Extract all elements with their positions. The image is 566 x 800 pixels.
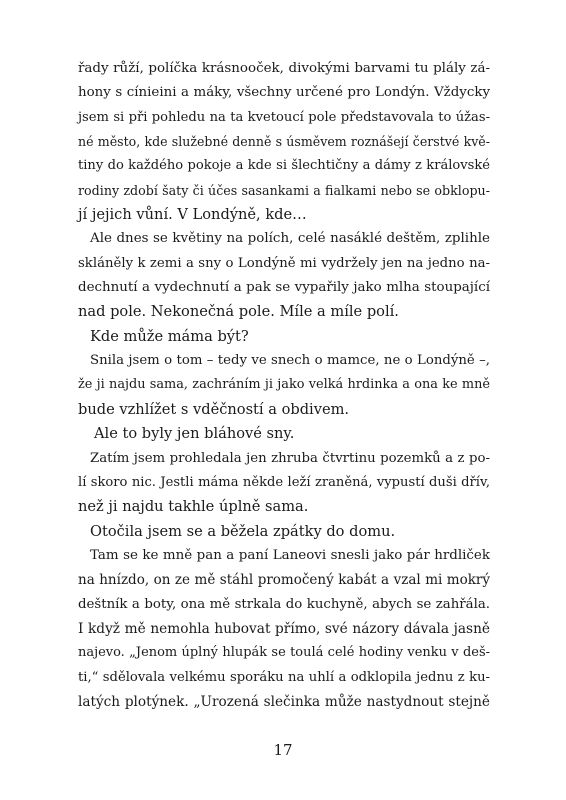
text-line: né město, kde služebné denně s úsměvem roznášejí čerstvé kvě- bbox=[78, 134, 490, 150]
text-line: tiny do každého pokoje a kde si šlechtičny a dámy z královské bbox=[78, 158, 490, 174]
text-line: Snila jsem o tom – tedy ve snech o mamce, ne o Londýně –, bbox=[90, 353, 490, 369]
text-line: najevo. „Jenom úplný hlupák se toulá celé hodiny venku v deš- bbox=[78, 645, 490, 661]
text-line: Ale dnes se květiny na polích, celé nasáklé deštěm, zplihle bbox=[90, 231, 490, 247]
text-line: Otočila jsem se a běžela zpátky do domu. bbox=[90, 522, 396, 540]
text-line: jsem si při pohledu na ta kvetoucí pole představovala to úžas- bbox=[78, 109, 490, 125]
text-line: na hnízdo, on ze mě stáhl promočený kabát a vzal mi mokrý bbox=[78, 572, 490, 589]
text-line: řady růží, políčka krásnooček, divokými barvami tu plály zá- bbox=[78, 61, 490, 76]
page-number: 17 bbox=[273, 741, 293, 759]
text-line: latých plotýnek. „Urozená slečinka může nastydnout stejně bbox=[78, 693, 490, 710]
text-line: rodiny zdobí šaty či účes sasankami a fialkami nebo se obklopu- bbox=[78, 182, 490, 198]
text-line: skláněly k zemi a sny o Londýně mi vydržely jen na jedno na- bbox=[78, 255, 490, 271]
text-line: Zatím jsem prohledala jen zhruba čtvrtinu pozemků a z po- bbox=[90, 450, 490, 466]
text-line: Kde může máma být? bbox=[90, 327, 249, 345]
text-line: bude vzhlížet s vděčností a obdivem. bbox=[78, 400, 350, 418]
text-line: Tam se ke mně pan a paní Laneovi snesli jako pár hrdliček bbox=[90, 547, 490, 563]
body-text bbox=[78, 57, 490, 714]
text-line: I když mě nemohla hubovat přímo, své názory dávala jasně bbox=[78, 620, 490, 637]
text-line: hony s cínieini a máky, všechny určené pro Londýn. Vždycky bbox=[78, 85, 490, 101]
text-line: lí skoro nic. Jestli máma někde leží zraněná, vypustí duši dřív, bbox=[78, 474, 490, 490]
text-line: nad pole. Nekonečná pole. Míle a míle polí. bbox=[78, 303, 399, 321]
text-line: než ji najdu takhle úplně sama. bbox=[78, 498, 309, 516]
text-line: dechnutí a vydechnutí a pak se vypařily jako mlha stoupající bbox=[78, 280, 490, 296]
text-line: ti,“ sdělovala velkému sporáku na uhlí a odklopila jednu z ku- bbox=[78, 669, 490, 685]
text-line: jí jejich vůní. V Londýně, kde… bbox=[78, 206, 307, 224]
text-line: Ale to byly jen bláhové sny. bbox=[94, 425, 295, 443]
text-line: deštník a boty, ona mě strkala do kuchyně, abych se zahřála. bbox=[78, 596, 490, 612]
text-line: že ji najdu sama, zachráním ji jako velká hrdinka a ona ke mně bbox=[78, 377, 490, 393]
